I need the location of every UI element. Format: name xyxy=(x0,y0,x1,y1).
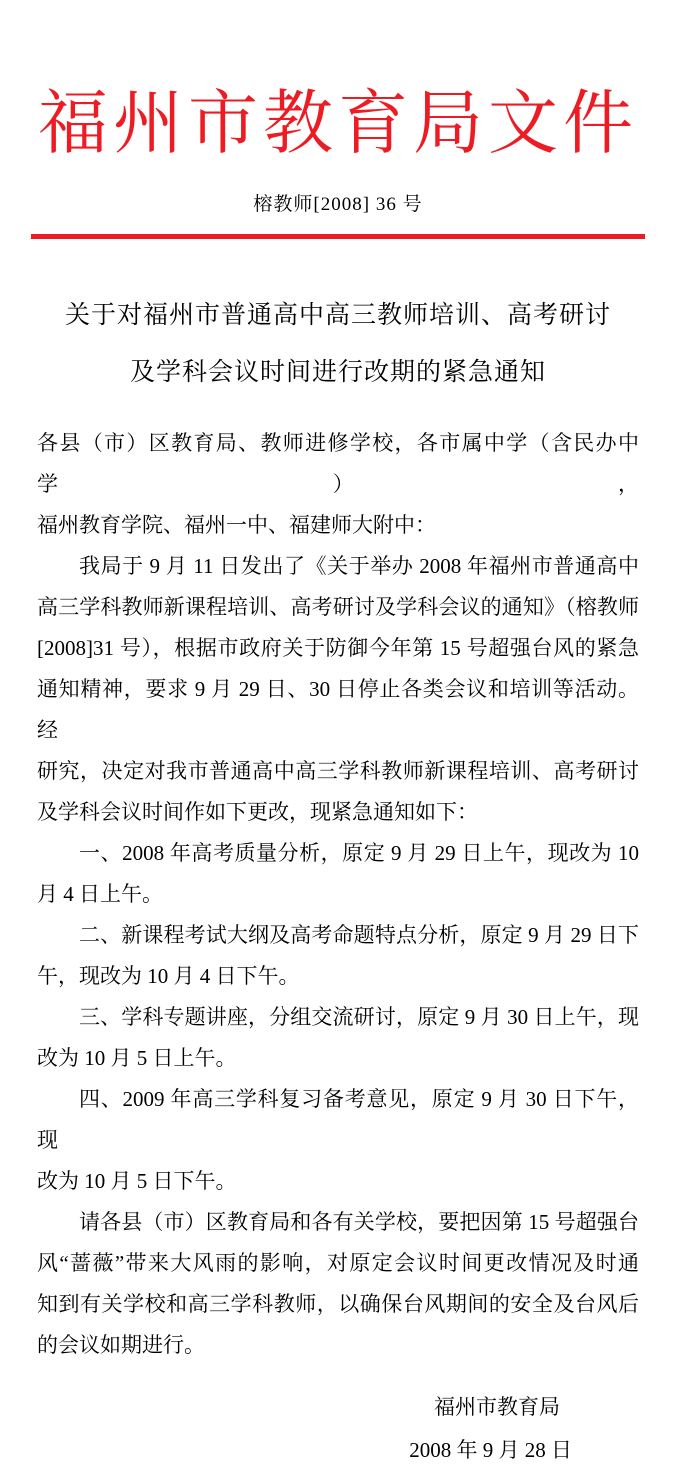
document-title xyxy=(0,287,676,401)
letterhead-divider-rule xyxy=(31,234,645,239)
document-title-line-2: 及学科会议时间进行改期的紧急通知 xyxy=(129,359,546,386)
document-number: 榕教师[2008] 36 号 xyxy=(253,194,423,215)
body-line: 四、2009 年高三学科复习备考意见，原定 9 月 30 日下午，现 xyxy=(37,1087,639,1152)
body-line: 研究，决定对我市普通高中高三学科教师新课程培训、高考研讨 xyxy=(37,759,639,783)
body-line: 高三学科教师新课程培训、高考研讨及学科会议的通知》（榕教师 xyxy=(37,595,639,619)
body-line: 知到有关学校和高三学科教师，以确保台风期间的安全及台风后 xyxy=(37,1292,639,1316)
body-line: 福州教育学院、福州一中、福建师大附中： xyxy=(37,513,436,537)
letterhead-agency-title: 福州市教育局文件 xyxy=(38,86,638,163)
signature-date: 2008 年 9 月 28 日 xyxy=(409,1438,572,1462)
official-document-page xyxy=(0,86,676,1474)
body-line: 通知精神，要求 9 月 29 日、30 日停止各类会议和培训等活动。经 xyxy=(37,677,639,742)
body-line: 请各县（市）区教育局和各有关学校，要把因第 15 号超强台 xyxy=(79,1210,639,1234)
body-line: 我局于 9 月 11 日发出了《关于举办 2008 年福州市普通高中 xyxy=(79,554,640,578)
body-line: 月 4 日上午。 xyxy=(37,882,163,906)
body-line: 一、2008 年高考质量分析，原定 9 月 29 日上午，现改为 10 xyxy=(79,841,639,865)
body-line: 改为 10 月 5 日下午。 xyxy=(37,1169,237,1193)
body-line: 及学科会议时间作如下更改，现紧急通知如下： xyxy=(37,800,478,824)
document-body xyxy=(0,423,676,1366)
signature-issuer: 福州市教育局 xyxy=(434,1395,560,1419)
signature-block xyxy=(0,1386,676,1472)
body-line: 改为 10 月 5 日上午。 xyxy=(37,1046,237,1070)
body-line: 的会议如期进行。 xyxy=(37,1333,205,1357)
body-line: 风“蔷薇”带来大风雨的影响，对原定会议时间更改情况及时通 xyxy=(37,1251,639,1275)
body-line: [2008]31 号），根据市政府关于防御今年第 15 号超强台风的紧急 xyxy=(37,636,639,660)
document-title-line-1: 关于对福州市普通高中高三教师培训、高考研讨 xyxy=(64,302,611,329)
body-line: 三、学科专题讲座，分组交流研讨，原定 9 月 30 日上午，现 xyxy=(79,1005,639,1029)
body-line: 二、新课程考试大纲及高考命题特点分析，原定 9 月 29 日下 xyxy=(79,923,639,947)
body-line: 午，现改为 10 月 4 日下午。 xyxy=(37,964,300,988)
body-line: 各县（市）区教育局、教师进修学校，各市属中学（含民办中学）， xyxy=(37,431,639,496)
